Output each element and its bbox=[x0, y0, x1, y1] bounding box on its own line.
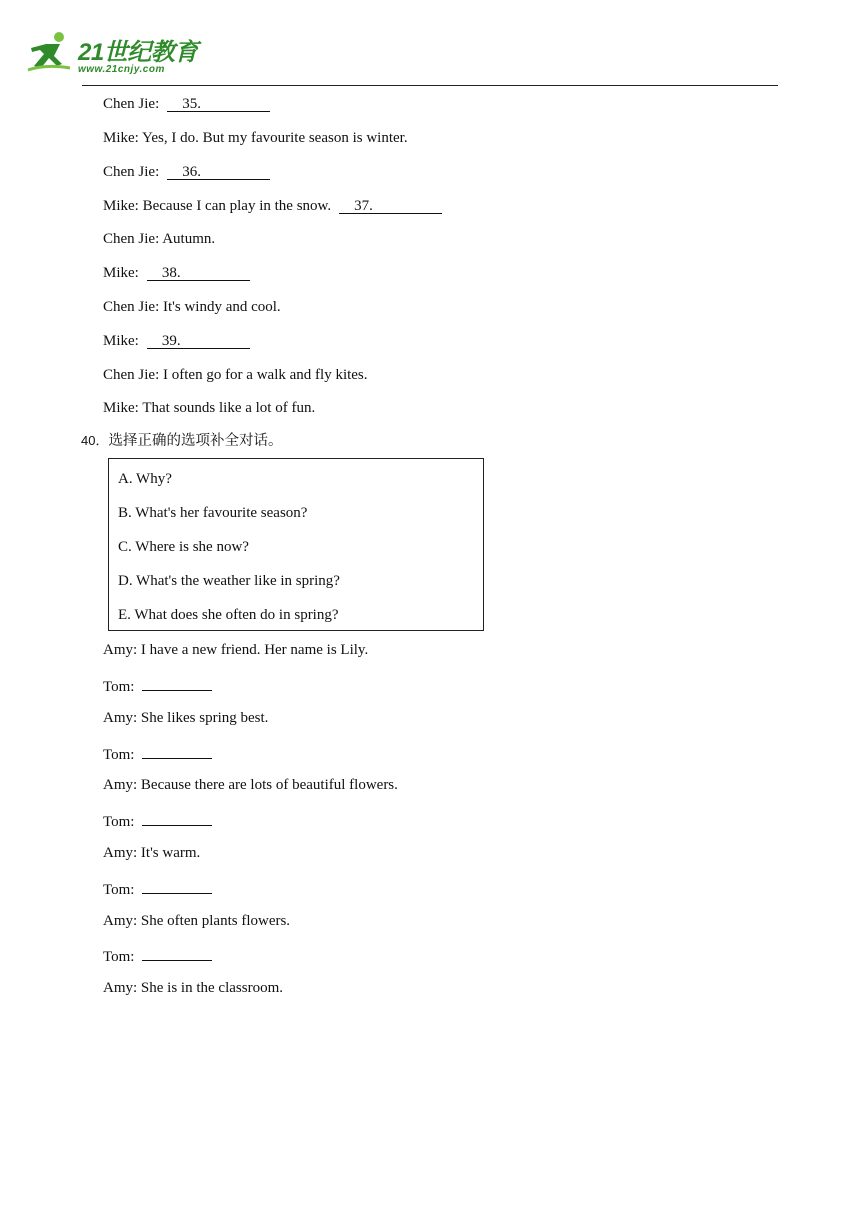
speaker-label: Mike: bbox=[103, 400, 139, 416]
option-item: D. What's the weather like in spring? bbox=[118, 573, 340, 589]
dialogue-text: Yes, I do. But my favourite season is winter. bbox=[142, 130, 408, 146]
speaker-label: Amy: bbox=[103, 913, 138, 929]
dialogue-line bbox=[103, 675, 212, 696]
answer-blank[interactable]: 35. bbox=[167, 96, 270, 112]
dialogue-text: Autumn. bbox=[162, 231, 216, 247]
dialogue-line bbox=[103, 366, 368, 384]
speaker-label: Amy: bbox=[103, 710, 138, 726]
option-item: B. What's her favourite season? bbox=[118, 505, 308, 521]
dialogue-line bbox=[103, 709, 268, 727]
dialogue-line bbox=[103, 641, 368, 659]
speaker-label: Chen Jie: bbox=[103, 231, 160, 247]
dialogue-line bbox=[103, 945, 212, 966]
dialogue-line bbox=[103, 163, 270, 181]
runner-logo-icon bbox=[26, 30, 76, 76]
question-instruction: 选择正确的选项补全对话。 bbox=[108, 433, 283, 449]
dialogue-line bbox=[103, 979, 283, 997]
dialogue-text: It's warm. bbox=[140, 845, 201, 861]
answer-blank[interactable] bbox=[142, 743, 212, 759]
answer-blank[interactable] bbox=[142, 810, 212, 826]
dialogue-line bbox=[103, 844, 200, 862]
speaker-label: Mike: bbox=[103, 130, 139, 146]
dialogue-line bbox=[103, 230, 215, 248]
speaker-label: Tom: bbox=[103, 949, 135, 965]
answer-blank[interactable]: 38. bbox=[147, 265, 250, 281]
dialogue-text: Because there are lots of beautiful flowers. bbox=[140, 777, 398, 793]
dialogue-line bbox=[103, 878, 212, 899]
options-box bbox=[108, 458, 484, 631]
speaker-label: Tom: bbox=[103, 882, 135, 898]
dialogue-line bbox=[103, 743, 212, 764]
question-number: 40． bbox=[81, 433, 109, 448]
speaker-label: Chen Jie: bbox=[103, 367, 160, 383]
speaker-label: Tom: bbox=[103, 747, 135, 763]
answer-blank[interactable] bbox=[142, 675, 212, 691]
logo-text: 21世纪教育 bbox=[78, 39, 198, 66]
speaker-label: Amy: bbox=[103, 980, 138, 996]
dialogue-line bbox=[103, 912, 290, 930]
dialogue-line bbox=[103, 197, 442, 215]
dialogue-line bbox=[103, 776, 398, 794]
dialogue-text: That sounds like a lot of fun. bbox=[142, 400, 316, 416]
question-title bbox=[81, 432, 282, 450]
dialogue-line bbox=[103, 399, 315, 417]
site-logo bbox=[26, 30, 196, 80]
dialogue-text: She is in the classroom. bbox=[140, 980, 283, 996]
option-item: E. What does she often do in spring? bbox=[118, 607, 339, 623]
answer-blank[interactable]: 39. bbox=[147, 333, 250, 349]
dialogue-text: I often go for a walk and fly kites. bbox=[163, 367, 368, 383]
answer-blank[interactable] bbox=[142, 945, 212, 961]
dialogue-line bbox=[103, 332, 250, 350]
speaker-label: Mike: bbox=[103, 265, 139, 281]
answer-blank[interactable] bbox=[142, 878, 212, 894]
speaker-label: Tom: bbox=[103, 814, 135, 830]
dialogue-text: I have a new friend. Her name is Lily. bbox=[140, 642, 369, 658]
option-item: A. Why? bbox=[118, 471, 172, 487]
dialogue-line bbox=[103, 264, 250, 282]
speaker-label: Mike: bbox=[103, 333, 139, 349]
option-item: C. Where is she now? bbox=[118, 539, 249, 555]
speaker-label: Chen Jie: bbox=[103, 96, 160, 112]
speaker-label: Amy: bbox=[103, 845, 138, 861]
logo-url: www.21cnjy.com bbox=[78, 64, 165, 75]
dialogue-text: She likes spring best. bbox=[140, 710, 269, 726]
dialogue-line bbox=[103, 95, 270, 113]
answer-blank[interactable]: 37. bbox=[339, 198, 442, 214]
page-header bbox=[0, 0, 860, 90]
dialogue-text: It's windy and cool. bbox=[163, 299, 281, 315]
speaker-label: Chen Jie: bbox=[103, 299, 160, 315]
dialogue-line bbox=[103, 298, 281, 316]
dialogue-line bbox=[103, 810, 212, 831]
speaker-label: Amy: bbox=[103, 777, 138, 793]
dialogue-text: Because I can play in the snow. bbox=[142, 198, 332, 214]
header-rule bbox=[82, 85, 778, 86]
speaker-label: Tom: bbox=[103, 679, 135, 695]
answer-blank[interactable]: 36. bbox=[167, 164, 270, 180]
dialogue-line bbox=[103, 129, 408, 147]
speaker-label: Chen Jie: bbox=[103, 164, 160, 180]
dialogue-text: She often plants flowers. bbox=[140, 913, 291, 929]
speaker-label: Amy: bbox=[103, 642, 138, 658]
speaker-label: Mike: bbox=[103, 198, 139, 214]
